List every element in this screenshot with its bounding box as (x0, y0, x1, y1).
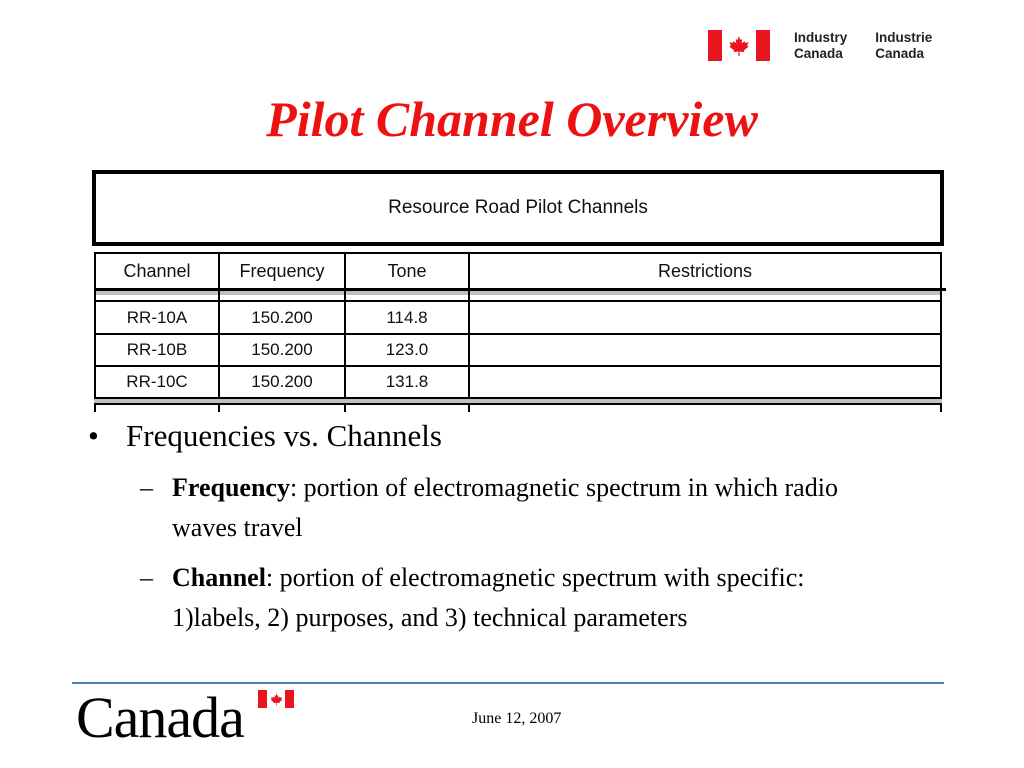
table-cell: 131.8 (385, 372, 429, 391)
table-caption: Resource Road Pilot Channels (92, 170, 944, 246)
table-cell: 150.200 (251, 372, 313, 391)
column-header-tone: Tone (387, 260, 427, 281)
table-cell: 150.200 (251, 308, 313, 327)
table-cell: 123.0 (385, 340, 429, 359)
logo-english: Industry Canada (794, 30, 848, 61)
bullet-list (88, 414, 948, 638)
slide-date: June 12, 2007 (472, 710, 562, 727)
logo-french: Industrie Canada (875, 30, 933, 61)
bullet-sub-frequency: – Frequency: portion of electromagnetic spectrum in which radio waves travel (140, 473, 838, 542)
table-cell (470, 334, 940, 366)
slide-title: Pilot Channel Overview (266, 91, 758, 147)
footer-divider (72, 682, 944, 684)
column-header-restrictions: Restrictions (657, 260, 753, 281)
column-header-channel: Channel (123, 260, 191, 281)
bullet-sub-channel: – Channel: portion of electromagnetic spectrum with specific: 1)labels, 2) purposes, and 3) technical parameters (140, 563, 805, 632)
table-cell: 150.200 (251, 340, 313, 359)
table-cell: RR-10A (126, 308, 188, 327)
table-cell: RR-10B (126, 340, 188, 359)
wordmark-flag-icon (258, 690, 294, 708)
industry-canada-logo (708, 30, 932, 62)
canada-wordmark: Canada (76, 685, 244, 750)
table-cell: RR-10C (126, 372, 188, 391)
bullet-main: • Frequencies vs. Channels (88, 418, 442, 453)
table-cell (470, 302, 940, 334)
maple-leaf-icon (728, 35, 750, 57)
pilot-channels-table (90, 168, 946, 412)
canada-flag-icon (708, 30, 770, 61)
table-cell (470, 366, 940, 398)
column-header-frequency: Frequency (239, 260, 325, 281)
table-cell: 114.8 (386, 308, 428, 327)
